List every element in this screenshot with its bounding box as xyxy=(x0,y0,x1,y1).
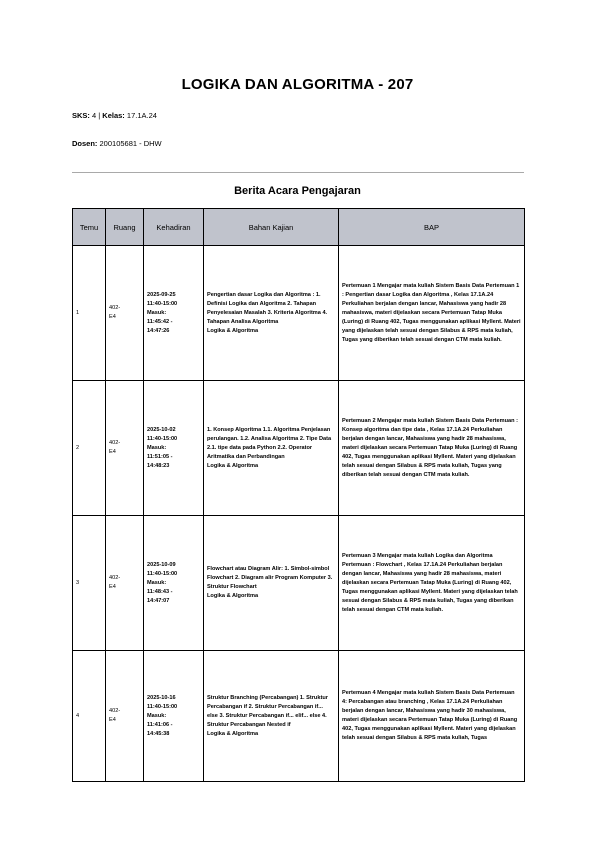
cell-bahan-kajian: 1. Konsep Algoritma 1.1. Algoritma Penjelasan perulangan. 1.2. Analisa Algoritma 2. Tipe Data 2.1. tipe data pada Python 2.2. Operator Aritmatika dan Perbandingan Logika & Algoritma xyxy=(204,381,339,516)
header-ruang: Ruang xyxy=(106,209,144,246)
header-temu: Temu xyxy=(73,209,106,246)
cell-bap: Pertemuan 2 Mengajar mata kuliah Sistem Basis Data Pertemuan : Konsep algoritma dan tipe data , Kelas 17.1A.24 Perkuliahan berjalan dengan lancar, Mahasiswa yang hadir 28 mahasiswa, materi dijelaskan secara Pertemuan Tatap Muka (Luring) di Ruang 402, Tugas menggunakan aplikasi Myllent. Materi yang dijelaskan telah sesuai dengan Silabus & RPS mata kuliah, Tugas yang diberikan telah sesuai dengan CTM mata kuliah. xyxy=(339,381,525,516)
kelas-value: 17.1A.24 xyxy=(124,111,157,120)
cell-bap: Pertemuan 3 Mengajar mata kuliah Logika dan Algoritma Pertemuan : Flowchart , Kelas 17.1A.24 Perkuliahan berjalan dengan lancar, Mahasiswa yang hadir 28 mahasiswa, materi dijelaskan secara Pertemuan Tatap Muka (Luring) di Ruang 402, Tugas menggunakan aplikasi Myllent. Materi yang dijelaskan telah sesuai dengan Silabus & RPS mata kuliah, Tugas yang diberikan telah sesuai dengan CTM mata kuliah. xyxy=(339,516,525,651)
cell-bap: Pertemuan 1 Mengajar mata kuliah Sistem Basis Data Pertemuan 1 : Pengertian dasar Logika dan Algoritma , Kelas 17.1A.24 Perkuliahan berjalan dengan lancar, Mahasiswa yang hadir 28 mahasiswa, materi dijelaskan secara Pertemuan Tatap Muka (Luring) di Ruang 402, Tugas menggunakan aplikasi Myllent. Materi yang dijelaskan telah sesuai dengan Silabus & RPS mata kuliah, Tugas yang diberikan telah sesuai dengan CTM mata kuliah. xyxy=(339,246,525,381)
cell-kehadiran: 2025-10-16 11:40-15:00 Masuk: 11:41:06 - 14:45:38 xyxy=(144,651,204,782)
cell-temu: 2 xyxy=(73,381,106,516)
cell-ruang: 402- E4 xyxy=(106,381,144,516)
table-header-row xyxy=(73,209,525,246)
header-kehadiran: Kehadiran xyxy=(144,209,204,246)
cell-ruang: 402- E4 xyxy=(106,516,144,651)
table-row xyxy=(73,381,525,516)
kelas-label: Kelas: xyxy=(102,111,125,120)
sks-label: SKS: xyxy=(72,111,90,120)
header-bahan-kajian: Bahan Kajian xyxy=(204,209,339,246)
cell-ruang: 402- E4 xyxy=(106,651,144,782)
bap-table xyxy=(72,208,525,782)
cell-bap: Pertemuan 4 Mengajar mata kuliah Sistem Basis Data Pertemuan 4: Percabangan atau branching , Kelas 17.1A.24 Perkuliahan berjalan dengan lancar, Mahasiswa yang hadir 30 mahasiswa, materi dijelaskan secara Pertemuan Tatap Muka (Luring) di Ruang 402, Tugas menggunakan aplikasi Myllent. Materi yang dijelaskan telah sesuai dengan Silabus & RPS mata kuliah, Tugas xyxy=(339,651,525,782)
cell-bahan-kajian: Struktur Branching (Percabangan) 1. Struktur Percabangan if 2. Struktur Percabangan if... else 3. Struktur Percabangan if... elif... else 4. Struktur Percabangan Nested if Logika & Algoritma xyxy=(204,651,339,782)
cell-bahan-kajian: Pengertian dasar Logika dan Algoritma : 1. Definisi Logika dan Algoritma 2. Tahapan Penyelesaian Masalah 3. Kriteria Algoritma 4. Tahapan Analisa Algoritma Logika & Algoritma xyxy=(204,246,339,381)
cell-kehadiran: 2025-10-09 11:40-15:00 Masuk: 11:48:43 - 14:47:07 xyxy=(144,516,204,651)
cell-temu: 4 xyxy=(73,651,106,782)
cell-kehadiran: 2025-09-25 11:40-15:00 Masuk: 11:45:42 - 14:47:26 xyxy=(144,246,204,381)
section-title: Berita Acara Pengajaran xyxy=(234,185,361,197)
table-row xyxy=(73,651,525,782)
course-meta-sks-kelas xyxy=(72,111,157,120)
section-divider xyxy=(72,172,524,173)
cell-ruang: 402- E4 xyxy=(106,246,144,381)
cell-kehadiran: 2025-10-02 11:40-15:00 Masuk: 11:51:05 - 14:48:23 xyxy=(144,381,204,516)
sks-value: 4 | xyxy=(89,111,103,120)
cell-temu: 3 xyxy=(73,516,106,651)
table-row xyxy=(73,516,525,651)
dosen-value: 200105681 - DHW xyxy=(97,139,162,148)
page-title: LOGIKA DAN ALGORITMA - 207 xyxy=(181,76,414,93)
table-row xyxy=(73,246,525,381)
course-meta-dosen xyxy=(72,139,162,148)
header-bap: BAP xyxy=(339,209,525,246)
cell-bahan-kajian: Flowchart atau Diagram Alir: 1. Simbol-simbol Flowchart 2. Diagram alir Program Komputer 3. Struktur Flowchart Logika & Algoritma xyxy=(204,516,339,651)
dosen-label: Dosen: xyxy=(72,139,98,148)
cell-temu: 1 xyxy=(73,246,106,381)
